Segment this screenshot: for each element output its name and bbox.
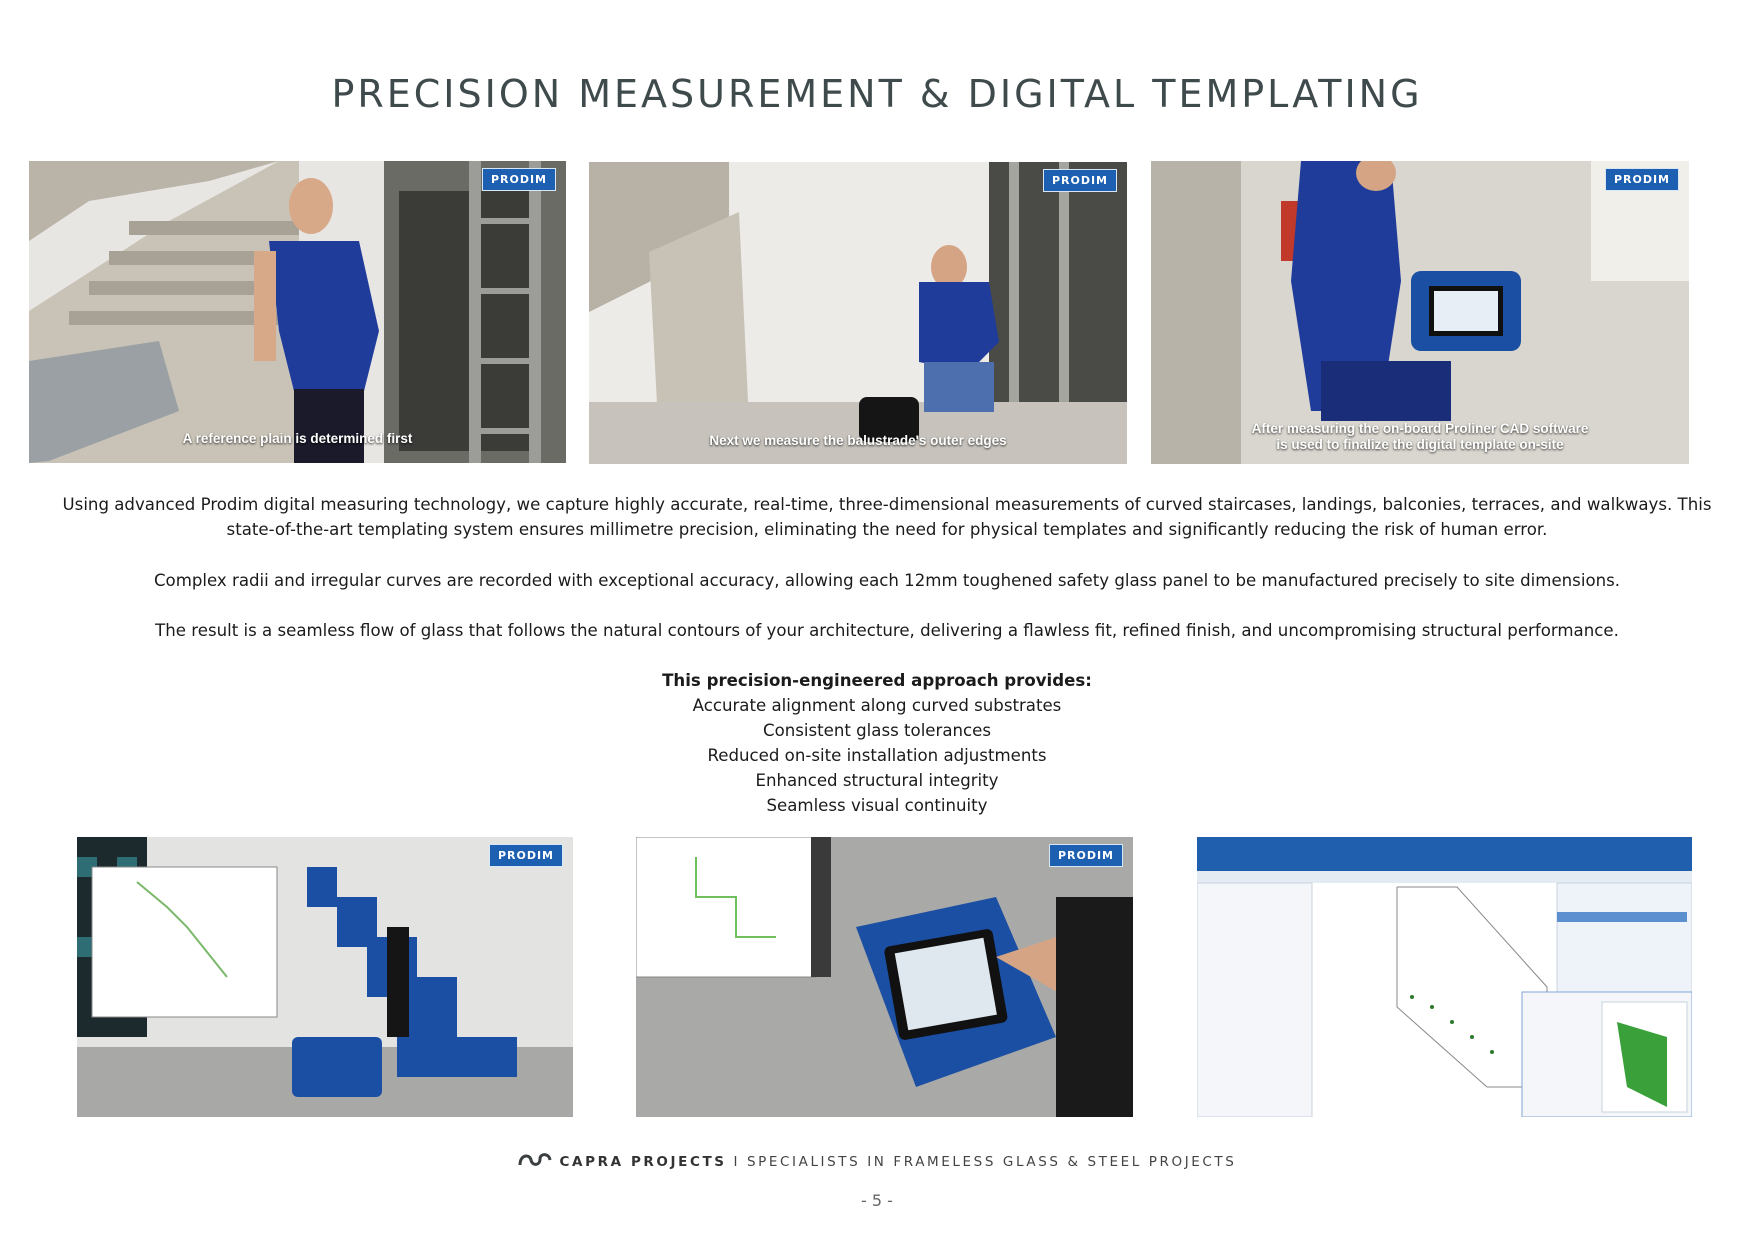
page-title: PRECISION MEASUREMENT & DIGITAL TEMPLATING [331,72,1423,116]
benefits-list [0,668,1754,818]
prodim-badge: PRODIM [1043,169,1117,192]
capra-logo-icon [518,1151,552,1173]
photo-proliner-image [1151,161,1689,464]
photo-caption-line2: is used to finalize the digital template on-site [1276,437,1564,452]
benefit-item: Consistent glass tolerances [762,721,991,740]
benefits-heading: This precision-engineered approach provides: [662,671,1092,690]
photo-cad-software [1197,837,1692,1117]
prodim-badge: PRODIM [489,844,563,867]
photo-proliner-screen-image [636,837,1133,1117]
photo-caption [1151,421,1689,453]
benefit-item: Seamless visual continuity [766,796,988,815]
photo-staircase-image [29,161,566,463]
footer-brand: CAPRA PROJECTS [559,1154,727,1170]
benefit-item: Reduced on-site installation adjustments [707,746,1047,765]
photo-proliner-cad [1151,161,1689,464]
photo-stair-scan-image [77,837,573,1117]
cad-software-image [1197,837,1692,1117]
page-number: - 5 - [861,1191,893,1210]
body-paragraph-2: Complex radii and irregular curves are recorded with exceptional accuracy, allowing each 12mm toughened safety glass panel to be manufactured precisely to site dimensions. [153,571,1621,590]
prodim-badge: PRODIM [1605,168,1679,191]
photo-reference-plain [29,161,566,463]
benefit-item: Accurate alignment along curved substrates [692,696,1062,715]
prodim-badge: PRODIM [482,168,556,191]
benefit-item: Enhanced structural integrity [755,771,999,790]
photo-stair-scan [77,837,573,1117]
body-paragraph-1: Using advanced Prodim digital measuring technology, we capture highly accurate, real-time, three-dimensional measurements of curved staircases, landings, balconies, terraces, and walkways. This state-of-the-art templating system ensures millimetre precision, eliminating the need for physical templates and significantly reducing the risk of human error. [62,495,1712,539]
photo-outer-edges [589,162,1127,464]
photo-proliner-screen [636,837,1133,1117]
photo-measuring-image [589,162,1127,464]
body-paragraph-3: The result is a seamless flow of glass that follows the natural contours of your architecture, delivering a flawless fit, refined finish, and uncompromising structural performance. [155,621,1619,640]
photo-caption-line1: After measuring the on-board Proliner CAD software [1251,421,1589,436]
footer-tagline: I SPECIALISTS IN FRAMELESS GLASS & STEEL PROJECTS [726,1154,1237,1170]
footer [0,1151,1754,1173]
prodim-badge: PRODIM [1049,844,1123,867]
photo-caption: Next we measure the balustrade's outer edges [709,433,1007,448]
photo-caption: A reference plain is determined first [182,431,413,446]
